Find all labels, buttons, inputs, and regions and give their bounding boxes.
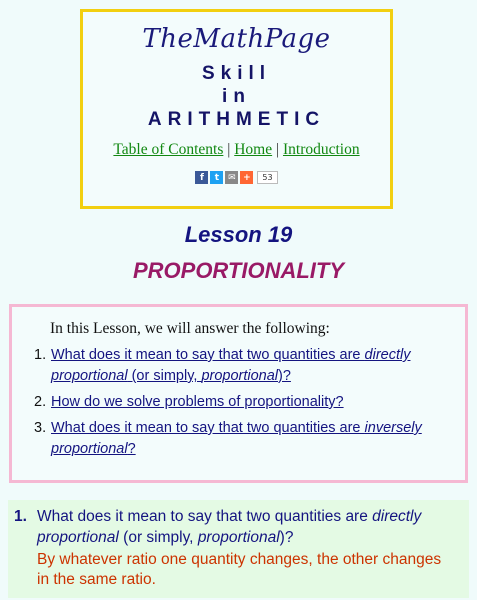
share-bar — [83, 171, 390, 184]
answer-text: By whatever ratio one quantity changes, the other changes in the same ratio. — [37, 551, 442, 588]
lesson-number: Lesson 19 — [184, 222, 293, 247]
course-title-line-1: Skill — [201, 63, 272, 84]
header-box — [80, 9, 393, 209]
nav-separator: | — [276, 141, 280, 158]
nav-separator: | — [227, 141, 231, 158]
questions-box — [9, 304, 468, 483]
question-link-3[interactable]: What does it mean to say that two quantities are inversely proportional? — [51, 420, 422, 457]
nav-links — [83, 141, 390, 159]
plus-icon[interactable]: + — [240, 171, 253, 184]
facebook-icon[interactable]: f — [195, 171, 208, 184]
home-link[interactable]: Home — [234, 141, 273, 158]
answer-question — [14, 506, 454, 548]
course-title — [83, 62, 390, 131]
questions-intro: In this Lesson, we will answer the following: — [50, 320, 330, 337]
email-icon[interactable]: ✉ — [225, 171, 238, 184]
twitter-icon[interactable]: t — [210, 171, 223, 184]
lesson-title: PROPORTIONALITY — [132, 258, 345, 283]
course-title-line-2: in — [222, 86, 251, 107]
question-link-1[interactable]: What does it mean to say that two quantities are directly proportional (or simply, proportional)? — [51, 347, 411, 384]
question-item-1 — [34, 345, 434, 387]
table-of-contents-link[interactable]: Table of Contents — [113, 141, 224, 158]
answer-question-text: What does it mean to say that two quantities are directly proportional (or simply, proportional)? — [37, 508, 422, 546]
question-number: 3. — [34, 420, 47, 436]
question-link-2[interactable]: How do we solve problems of proportionality? — [51, 394, 344, 410]
question-item-2 — [34, 392, 434, 413]
answer-section — [8, 500, 469, 598]
introduction-link[interactable]: Introduction — [282, 141, 360, 158]
question-number: 2. — [34, 394, 47, 410]
question-item-3 — [34, 418, 434, 460]
share-count: 53 — [257, 171, 277, 184]
question-number: 1. — [34, 347, 47, 363]
site-logo[interactable]: TheMathPage — [142, 24, 331, 54]
course-title-line-3: ARITHMETIC — [147, 109, 326, 130]
answer-number: 1. — [14, 508, 27, 525]
